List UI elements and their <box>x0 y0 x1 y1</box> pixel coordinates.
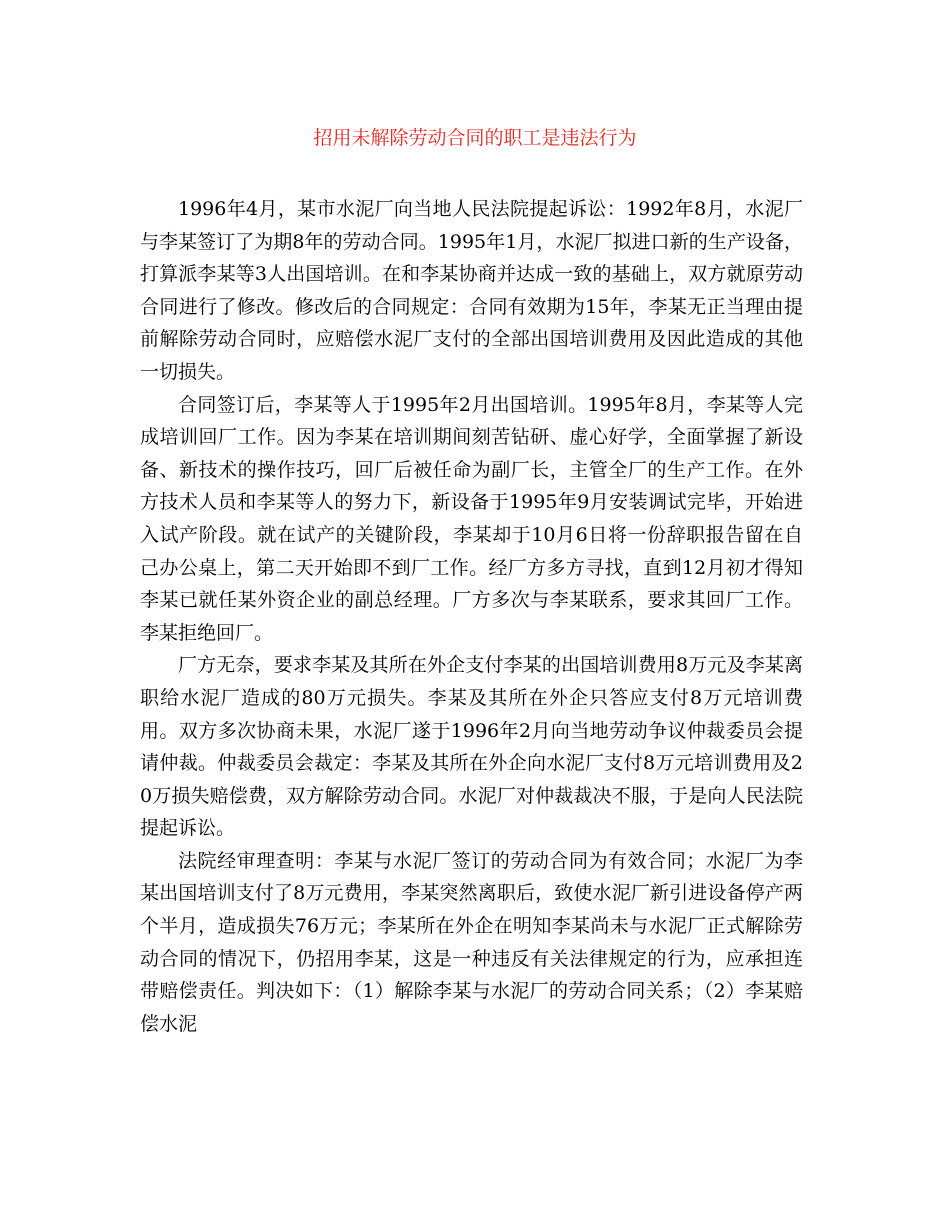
paragraph-1: 1996年4月，某市水泥厂向当地人民法院提起诉讼：1992年8月，水泥厂与李某签订了为期8年的劳动合同。1995年1月，水泥厂拟进口新的生产设备，打算派李某等3人出国培训。在和李某协商并达成一致的基础上，双方就原劳动合同进行了修改。修改后的合同规定：合同有效期为15年，李某无正当理由提前解除劳动合同时，应赔偿水泥厂支付的全部出国培训费用及因此造成的其他一切损失。 <box>140 198 803 383</box>
paragraph-3: 厂方无奈，要求李某及其所在外企支付李某的出国培训费用8万元及李某离职给水泥厂造成的80万元损失。李某及其所在外企只答应支付8万元培训费用。双方多次协商未果，水泥厂遂于1996年2月向当地劳动争议仲裁委员会提请仲裁。仲裁委员会裁定：李某及其所在外企向水泥厂支付8万元培训费用及20万损失赔偿费，双方解除劳动合同。水泥厂对仲裁裁决不服，于是向人民法院提起诉讼。 <box>140 654 803 840</box>
paragraph-2: 合同签订后，李某等人于1995年2月出国培训。1995年8月，李某等人完成培训回厂工作。因为李某在培训期间刻苦钻研、虚心好学，全面掌握了新设备、新技术的操作技巧，回厂后被任命为副厂长，主管全厂的生产工作。在外方技术人员和李某等人的努力下，新设备于1995年9月安装调试完毕，开始进入试产阶段。就在试产的关键阶段，李某却于10月6日将一份辞职报告留在自己办公桌上，第二天开始即不到厂工作。经厂方多方寻找，直到12月初才得知李某已就任某外资企业的副总经理。厂方多次与李某联系，要求其回厂工作。李某拒绝回厂。 <box>140 393 803 644</box>
paragraph-4: 法院经审理查明：李某与水泥厂签订的劳动合同为有效合同；水泥厂为李某出国培训支付了8万元费用，李某突然离职后，致使水泥厂新引进设备停产两个半月，造成损失76万元；李某所在外企在明知李某尚未与水泥厂正式解除劳动合同的情况下，仍招用李某，这是一种违反有关法律规定的行为，应承担连带赔偿责任。判决如下：（1）解除李某与水泥厂的劳动合同关系；（2）李某赔偿水泥 <box>140 849 803 1035</box>
document-title: 招用未解除劳动合同的职工是违法行为 <box>313 127 637 149</box>
document-body <box>140 193 803 1040</box>
